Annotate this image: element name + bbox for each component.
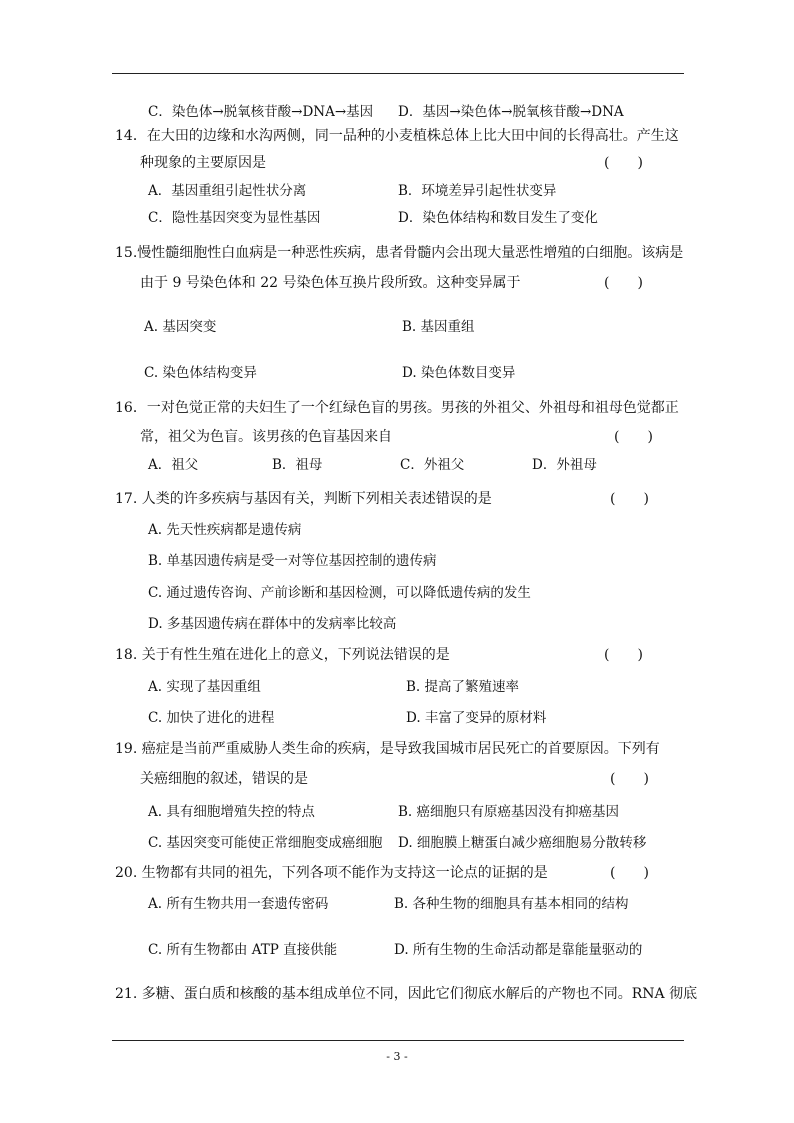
- q20-option-c: C. 所有生物都由 ATP 直接供能: [148, 942, 338, 958]
- q18-answer-paren: ( ): [604, 647, 643, 663]
- q19-option-b: B. 癌细胞只有原癌基因没有抑癌基因: [398, 804, 620, 820]
- q19-answer-paren: ( ): [610, 771, 649, 787]
- q16-option-b: B．祖母: [272, 457, 323, 473]
- q17-option-a: A. 先天性疾病都是遗传病: [148, 522, 302, 538]
- q20-option-b: B. 各种生物的细胞具有基本相同的结构: [394, 896, 629, 912]
- q16-stem-line2: 常，祖父为色盲。该男孩的色盲基因来自: [140, 429, 392, 445]
- q15-option-a: A. 基因突变: [144, 319, 217, 335]
- q18-option-d: D. 丰富了变异的原材料: [406, 710, 547, 726]
- q18-option-b: B. 提高了繁殖速率: [406, 679, 520, 695]
- q14-option-a: A．基因重组引起性状分离: [148, 183, 307, 199]
- q14-option-d: D．染色体结构和数目发生了变化: [398, 210, 598, 226]
- q16-stem-line1: 16．一对色觉正常的夫妇生了一个红绿色盲的男孩。男孩的外祖父、外祖母和祖母色觉都正: [115, 400, 679, 416]
- q14-option-b: B．环境差异引起性状变异: [398, 183, 557, 199]
- prev-option-d: D．基因→染色体→脱氧核苷酸→DNA: [398, 104, 624, 120]
- q15-option-d: D. 染色体数目变异: [402, 365, 516, 381]
- q21-stem-line1: 21. 多糖、蛋白质和核酸的基本组成单位不同，因此它们彻底水解后的产物也不同。RNA 彻底: [115, 986, 698, 1002]
- q20-option-a: A. 所有生物共用一套遗传密码: [148, 896, 329, 912]
- prev-option-c: C．染色体→脱氧核苷酸→DNA→基因: [148, 104, 374, 120]
- q14-option-c: C．隐性基因突变为显性基因: [148, 210, 321, 226]
- header-rule: [112, 73, 684, 74]
- q18-option-a: A. 实现了基因重组: [148, 679, 261, 695]
- q20-option-d: D. 所有生物的生命活动都是靠能量驱动的: [394, 942, 643, 958]
- q16-option-d: D．外祖母: [532, 457, 597, 473]
- q19-option-d: D. 细胞膜上糖蛋白减少癌细胞易分散转移: [398, 835, 647, 851]
- q17-stem-line1: 17. 人类的许多疾病与基因有关，判断下列相关表述错误的是: [115, 491, 492, 507]
- q16-answer-paren: ( ): [614, 429, 653, 445]
- q15-stem-line1: 15.慢性髓细胞性白血病是一种恶性疾病，患者骨髓内会出现大量恶性增殖的白细胞。该病是: [115, 245, 684, 261]
- q17-option-b: B. 单基因遗传病是受一对等位基因控制的遗传病: [148, 553, 437, 569]
- q14-stem-line2: 种现象的主要原因是: [140, 155, 266, 171]
- q19-stem-line2: 关癌细胞的叙述，错误的是: [140, 771, 308, 787]
- q14-answer-paren: ( ): [604, 155, 643, 171]
- q16-option-c: C．外祖父: [400, 457, 465, 473]
- page-number: - 3 -: [386, 1050, 408, 1063]
- q17-option-d: D. 多基因遗传病在群体中的发病率比较高: [148, 616, 397, 632]
- q19-stem-line1: 19. 癌症是当前严重威胁人类生命的疾病，是导致我国城市居民死亡的首要原因。下列有: [115, 741, 660, 757]
- q17-answer-paren: ( ): [610, 491, 649, 507]
- q15-stem-line2: 由于 9 号染色体和 22 号染色体互换片段所致。这种变异属于: [140, 275, 521, 291]
- q19-option-c: C. 基因突变可能使正常细胞变成癌细胞: [148, 835, 383, 851]
- q18-option-c: C. 加快了进化的进程: [148, 710, 275, 726]
- q20-answer-paren: ( ): [610, 865, 649, 881]
- q17-option-c: C. 通过遗传咨询、产前诊断和基因检测，可以降低遗传病的发生: [148, 585, 531, 601]
- q16-option-a: A．祖父: [148, 457, 199, 473]
- q14-stem-line1: 14．在大田的边缘和水沟两侧，同一品种的小麦植株总体上比大田中间的长得高壮。产生这: [115, 128, 679, 144]
- q15-option-b: B. 基因重组: [402, 319, 475, 335]
- footer-rule: [112, 1040, 684, 1041]
- q20-stem-line1: 20. 生物都有共同的祖先，下列各项不能作为支持这一论点的证据的是: [115, 865, 548, 881]
- q19-option-a: A. 具有细胞增殖失控的特点: [148, 804, 315, 820]
- q15-answer-paren: ( ): [604, 275, 643, 291]
- q15-option-c: C. 染色体结构变异: [144, 365, 257, 381]
- q18-stem-line1: 18. 关于有性生殖在进化上的意义，下列说法错误的是: [115, 647, 450, 663]
